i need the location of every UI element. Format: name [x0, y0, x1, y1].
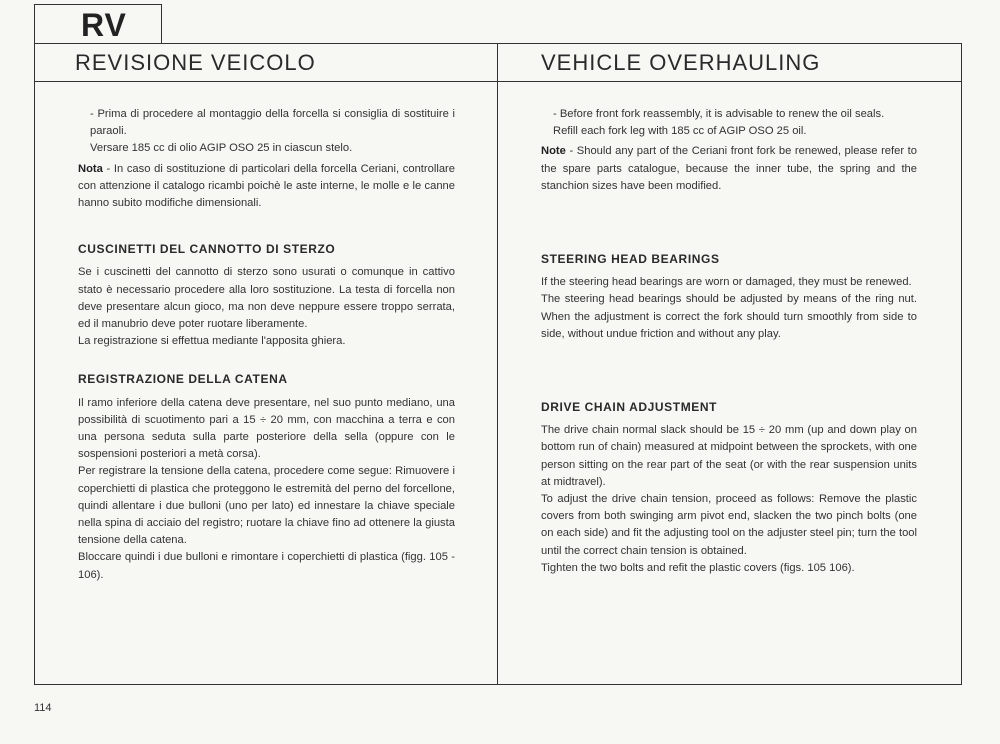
- left-sec1-text: Se i cuscinetti del cannotto di sterzo sono usurati o comunque in cattivo stato è necessario procedere alla loro sostituzione. La testa di forcella non deve presentare alcun gioco, ma non deve neppure essere troppo serrata, ed il manubrio deve poter ruotare liberamente.: [78, 266, 455, 331]
- right-note: [541, 143, 917, 195]
- right-sec2-p3: Tighten the two bolts and refit the plastic covers (figs. 105 106).: [541, 561, 855, 574]
- right-sec1-text: If the steering head bearings are worn or damaged, they must be renewed.: [541, 276, 912, 289]
- content-frame: [34, 43, 962, 685]
- right-column: [541, 106, 917, 577]
- right-sec2-p1: The drive chain normal slack should be 15 ÷ 20 mm (up and down play on bottom run of chain) measured at midpoint between the sprockets, with one person sitting on the rear part of the seat (or with the rear suspension units at midtravel).: [541, 424, 917, 488]
- right-intro-1: - Before front fork reassembly, it is advisable to renew the oil seals.: [553, 108, 885, 120]
- section-code: RV: [81, 7, 127, 43]
- right-sec1-title: STEERING HEAD BEARINGS: [541, 252, 720, 267]
- left-note-text: - In caso di sostituzione di particolari della forcella Ceriani, controllare con attenzione il catalogo ricambi poichè le aste interne, le molle e le canne hanno subito modifiche dimensionali.: [78, 162, 455, 210]
- left-sec1-title: CUSCINETTI DEL CANNOTTO DI STERZO: [78, 242, 336, 257]
- left-column: [78, 106, 455, 584]
- header-divider: [35, 81, 961, 82]
- left-note: [78, 161, 455, 213]
- left-sec2-p2: Per registrare la tensione della catena, procedere come segue: Rimuovere i coperchietti di plastica che proteggono le estremità del perno del forcellone, quindi allentare i due bulloni (uno per lato) ed innestare la chiave speciale nella spina di acciaio del registro; ruotare la chiave fino ad ottenere la giusta tensione della catena.: [78, 465, 455, 547]
- right-title: VEHICLE OVERHAULING: [541, 50, 821, 75]
- left-sec2-p1: Il ramo inferiore della catena deve presentare, nel suo punto mediano, una possibilità di scuotimento pari a 15 ÷ 20 mm, con macchina a terra e con una persona seduta sulla parte posteriore della sella (oppure con le sospensioni posteriori a metà corsa).: [78, 396, 455, 461]
- left-intro-1: - Prima di procedere al montaggio della forcella si consiglia di sostituire i paraoli.: [90, 108, 455, 138]
- section-tab: [34, 4, 162, 44]
- right-sec2-title: DRIVE CHAIN ADJUSTMENT: [541, 400, 718, 415]
- right-note-label: Note: [541, 145, 566, 158]
- page-number: 114: [34, 702, 52, 714]
- left-sec1-text2: La registrazione si effettua mediante l'apposita ghiera.: [78, 335, 346, 348]
- left-sec2-title: REGISTRAZIONE DELLA CATENA: [78, 372, 288, 387]
- right-sec2-p2: To adjust the drive chain tension, proceed as follows: Remove the plastic covers from both swinging arm pivot end, slacken the two pinch bolts (one on each side) and fit the adjusting tool on the adjuster steel pin; turn the tool until the correct chain tension is obtained.: [541, 493, 917, 557]
- left-intro-2: Versare 185 cc di olio AGIP OSO 25 in ciascun stelo.: [90, 142, 353, 155]
- left-sec2-p3: Bloccare quindi i due bulloni e rimontare i coperchietti di plastica (figg. 105 - 106).: [78, 551, 455, 581]
- column-divider: [497, 44, 498, 684]
- left-note-label: Nota: [78, 162, 103, 175]
- right-intro-2: Refill each fork leg with 185 cc of AGIP OSO 25 oil.: [553, 125, 807, 138]
- right-note-text: - Should any part of the Ceriani front fork be renewed, please refer to the spare parts catalogue, because the inner tube, the spring and the stanchion sizes have been modified.: [541, 145, 917, 192]
- left-title: REVISIONE VEICOLO: [75, 50, 316, 75]
- right-sec1-text2: The steering head bearings should be adjusted by means of the ring nut. When the adjustment is correct the fork should turn smoothly from side to side, without undue friction and without any play.: [541, 293, 917, 340]
